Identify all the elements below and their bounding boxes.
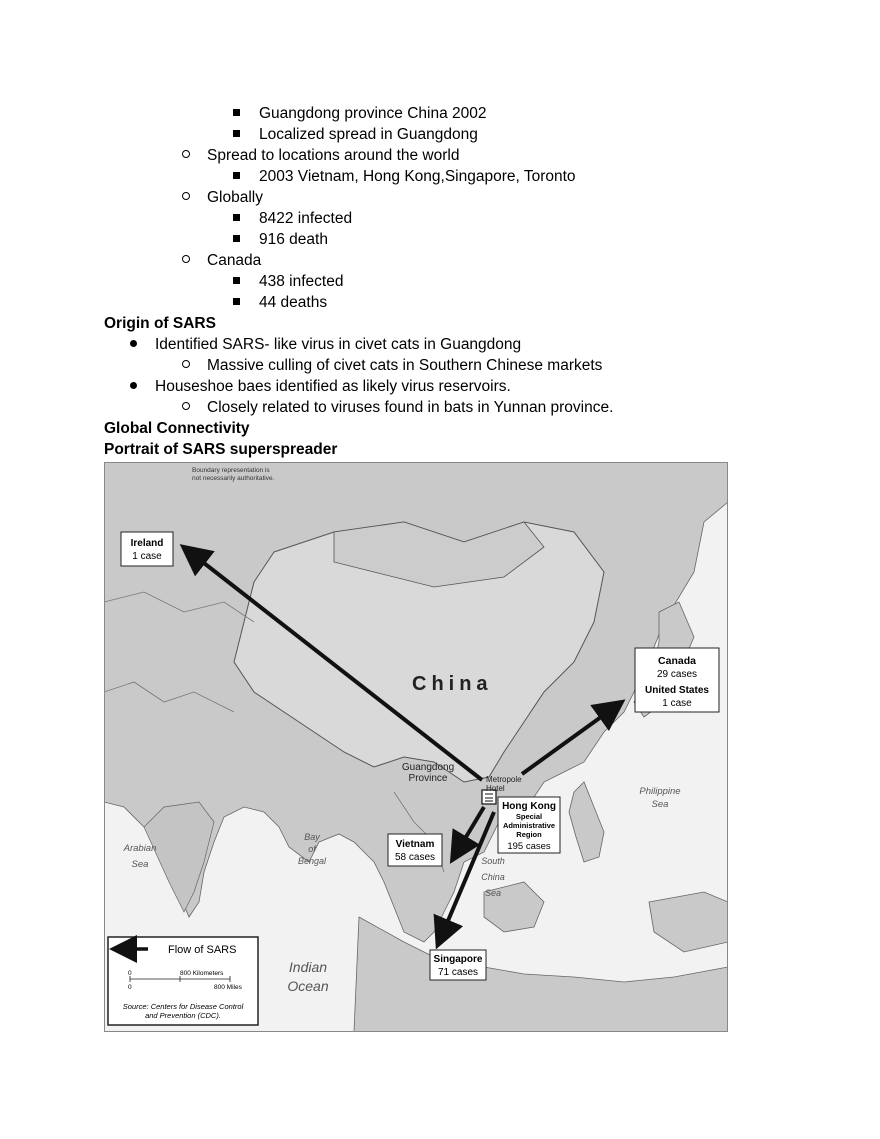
source-note: and Prevention (CDC).: [145, 1011, 221, 1020]
bullet-text: Guangdong province China 2002: [259, 105, 487, 122]
heading-portrait: Portrait of SARS superspreader: [104, 441, 338, 458]
bullet-line: [182, 145, 460, 166]
bullet-line: [233, 271, 344, 292]
sea-label: Sea: [484, 888, 502, 898]
square-bullet-icon: [233, 172, 240, 179]
heading-global-connectivity: Global Connectivity: [104, 420, 250, 437]
square-bullet-icon: [233, 235, 240, 242]
hotel-label: Metropole: [486, 775, 522, 784]
hong-kong-detail: Region: [516, 830, 542, 839]
bullet-text: Massive culling of civet cats in Southern Chinese markets: [207, 357, 603, 374]
sea-label: China: [481, 872, 505, 882]
bullet-line: [182, 250, 262, 271]
ocean-label: Indian: [288, 959, 328, 975]
guangdong-label: Guangdong: [401, 762, 455, 773]
bullet-line: [233, 103, 487, 124]
boundary-note: Boundary representation is: [192, 467, 270, 474]
bullet-line: [182, 355, 603, 376]
bullet-text: 8422 infected: [259, 210, 353, 227]
sea-label: Bengal: [297, 856, 327, 866]
scale-zero: 0: [128, 984, 132, 991]
hollow-bullet-icon: [182, 150, 190, 158]
square-bullet-icon: [233, 130, 240, 137]
sea-label: Philippine: [639, 786, 681, 797]
sea-label: Arabian: [123, 843, 157, 854]
boundary-note: not necessarily authoritative.: [192, 475, 275, 482]
vietnam-name: Vietnam: [395, 839, 435, 850]
square-bullet-icon: [233, 214, 240, 221]
ocean-label: Ocean: [287, 978, 329, 994]
bullet-line: [130, 334, 522, 355]
bullet-line: [233, 292, 328, 313]
bullet-line: [233, 124, 478, 145]
bullet-line: [233, 229, 328, 250]
bullet-text: Identified SARS- like virus in civet cats in Guangdong: [155, 336, 522, 353]
bullet-text: Houseshoe baes identified as likely virus reservoirs.: [155, 378, 511, 395]
scale-zero: 0: [128, 970, 132, 977]
legend-flow-label: Flow of SARS: [168, 944, 237, 956]
sea-label: South: [481, 856, 505, 866]
heading-origin: Origin of SARS: [104, 315, 216, 332]
square-bullet-icon: [233, 109, 240, 116]
square-bullet-icon: [233, 277, 240, 284]
hotel-label: Hotel: [486, 784, 505, 793]
canada-name: Canada: [658, 655, 696, 667]
hong-kong-cases: 195 cases: [507, 841, 551, 852]
sars-spread-map: [104, 462, 728, 1032]
ireland-cases: 1 case: [132, 551, 162, 562]
dot-bullet-icon: [130, 340, 137, 347]
bullet-text: 438 infected: [259, 273, 344, 290]
hong-kong-detail: Special: [515, 812, 543, 821]
bullet-line: [233, 166, 576, 187]
bullet-line: [130, 376, 511, 397]
hong-kong-detail: Administrative: [502, 821, 556, 830]
bullet-text: Globally: [207, 189, 263, 206]
vietnam-cases: 58 cases: [394, 852, 436, 863]
source-note: Source: Centers for Disease Control: [122, 1002, 244, 1011]
singapore-name: Singapore: [433, 954, 483, 965]
hollow-bullet-icon: [182, 192, 190, 200]
bullet-text: Closely related to viruses found in bats in Yunnan province.: [207, 399, 614, 416]
canada-cases: 29 cases: [656, 669, 698, 680]
sea-label: Sea: [131, 859, 149, 870]
bullet-text: Spread to locations around the world: [207, 147, 460, 164]
singapore-cases: 71 cases: [437, 967, 479, 978]
scale-mi: 800 Miles: [214, 984, 242, 991]
sea-label: Sea: [651, 799, 669, 810]
dot-bullet-icon: [130, 382, 137, 389]
hollow-bullet-icon: [182, 402, 190, 410]
guangdong-label: Province: [408, 773, 448, 784]
us-cases: 1 case: [662, 698, 692, 709]
square-bullet-icon: [233, 298, 240, 305]
china-label: China: [412, 673, 493, 695]
bullet-line: [182, 187, 263, 208]
hollow-bullet-icon: [182, 255, 190, 263]
bullet-text: Canada: [207, 252, 262, 269]
bullet-text: Localized spread in Guangdong: [259, 126, 478, 143]
us-name: United States: [645, 685, 709, 696]
bullet-text: 916 death: [259, 231, 328, 248]
ireland-name: Ireland: [130, 538, 164, 549]
bullet-text: 2003 Vietnam, Hong Kong,Singapore, Toronto: [259, 168, 576, 185]
bullet-line: [182, 397, 614, 418]
hong-kong-name: Hong Kong: [502, 801, 556, 812]
bullet-line: [233, 208, 353, 229]
sea-label: of: [308, 844, 316, 854]
bullet-text: 44 deaths: [259, 294, 328, 311]
hollow-bullet-icon: [182, 360, 190, 368]
map-legend: [108, 937, 258, 1025]
scale-km: 800 Kilometers: [180, 970, 224, 977]
sea-label: Bay: [304, 832, 320, 842]
